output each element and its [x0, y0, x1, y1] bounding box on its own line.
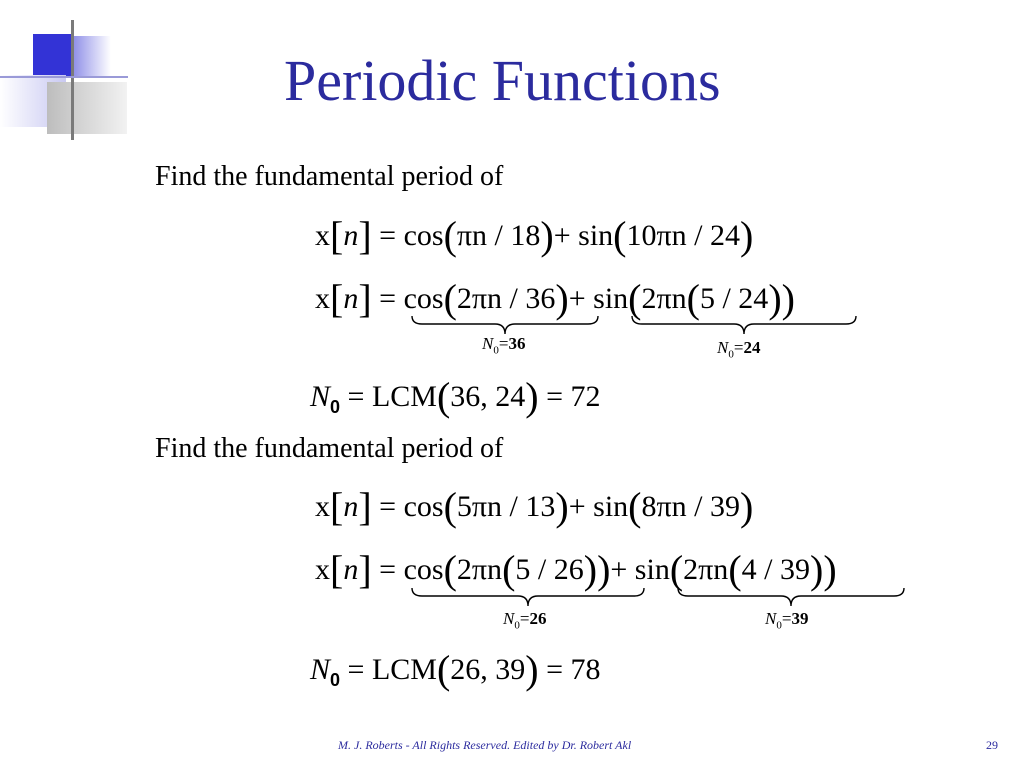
paren-close: ) [597, 547, 611, 592]
paren-close: ) [739, 484, 754, 529]
deco-square-gray [47, 82, 127, 134]
n0-symbol: N [503, 609, 515, 628]
brace-label-2a [503, 610, 546, 631]
paren-open: ( [669, 547, 684, 592]
paren-open: ( [443, 276, 457, 321]
eq-var: n [343, 490, 359, 523]
eq-var: n [343, 219, 359, 252]
paren-open: ( [436, 374, 451, 419]
paren-open: ( [628, 484, 642, 529]
paren-open: ( [436, 647, 451, 692]
eq-cos: = cos [379, 553, 444, 586]
bracket-open: [ [330, 484, 344, 529]
deco-vertical-line [71, 20, 74, 140]
n0-symbol: N [765, 609, 777, 628]
n0-sub: 0 [493, 344, 499, 357]
n0-symbol: N [717, 338, 729, 357]
equals: = [733, 338, 744, 357]
underbrace-2b [676, 586, 906, 608]
problem-1-lcm [310, 374, 601, 419]
paren-open: ( [686, 276, 700, 321]
n0-sub: 0 [330, 670, 341, 690]
paren-open: ( [628, 276, 642, 321]
problem-1-equation-2 [315, 276, 795, 321]
page-title: Periodic Functions [284, 48, 721, 113]
n0-sub: 0 [330, 397, 341, 417]
bracket-open: [ [330, 547, 344, 592]
lcm-args: 26, 39 [450, 653, 526, 686]
eq-arg: πn / 18 [456, 219, 541, 252]
paren-close: ) [781, 276, 795, 321]
eq-sin: + sin [568, 282, 629, 315]
brace-label-2b [765, 610, 808, 631]
paren-close: ) [525, 647, 539, 692]
bracket-close: ] [358, 276, 372, 321]
paren-close: ) [555, 276, 569, 321]
equals: = [498, 334, 509, 353]
problem-2-lcm [310, 647, 601, 692]
paren-close: ) [768, 276, 782, 321]
eq-sin: + sin [553, 219, 614, 252]
problem-2-prompt: Find the fundamental period of [155, 433, 504, 464]
deco-square-gradient [73, 36, 111, 78]
paren-close: ) [583, 547, 598, 592]
n0-sub: 0 [514, 619, 520, 632]
eq-sin: + sin [610, 553, 670, 586]
bracket-close: ] [358, 213, 372, 258]
bracket-close: ] [358, 484, 372, 529]
problem-1-equation-1 [315, 213, 754, 258]
underbrace-2a [410, 586, 646, 608]
paren-close: ) [540, 213, 554, 258]
eq-var: n [343, 282, 359, 315]
eq-arg: 2πn / 36 [456, 282, 556, 315]
paren-open: ( [443, 484, 457, 529]
paren-open: ( [443, 213, 457, 258]
eq-arg: 2πn [456, 553, 503, 586]
eq-arg: 10πn / 24 [626, 219, 740, 252]
paren-open: ( [728, 547, 742, 592]
lcm-result: = 78 [546, 653, 601, 686]
eq-arg: 2πn [641, 282, 687, 315]
page-number: 29 [986, 738, 998, 752]
paren-open: ( [443, 547, 457, 592]
period-value: 24 [743, 338, 761, 357]
corner-decoration [0, 0, 130, 145]
paren-close: ) [555, 484, 569, 529]
period-value: 36 [508, 334, 526, 353]
eq-arg: 5 / 26 [515, 553, 584, 586]
n0-symbol: N [310, 380, 331, 413]
paren-open: ( [613, 213, 627, 258]
brace-label-1a [482, 335, 525, 356]
problem-1-prompt: Find the fundamental period of [155, 161, 504, 192]
lcm-label: = LCM [347, 380, 437, 413]
equals: = [781, 609, 792, 628]
eq-cos: = cos [379, 282, 444, 315]
lcm-result: = 72 [546, 380, 601, 413]
eq-lhs: x [315, 553, 330, 586]
eq-arg: 5πn / 13 [456, 490, 556, 523]
eq-lhs: x [315, 219, 330, 252]
eq-lhs: x [315, 490, 330, 523]
underbrace-1a [410, 314, 600, 336]
paren-close: ) [823, 547, 837, 592]
deco-square-blue [33, 34, 73, 76]
eq-lhs: x [315, 282, 330, 315]
eq-arg: 8πn / 39 [641, 490, 740, 523]
bracket-open: [ [330, 213, 344, 258]
brace-label-1b [717, 339, 760, 360]
eq-cos: = cos [379, 219, 444, 252]
equals: = [519, 609, 530, 628]
footer-credit: M. J. Roberts - All Rights Reserved. Edited by Dr. Robert Akl [338, 738, 632, 752]
paren-open: ( [502, 547, 516, 592]
n0-sub: 0 [728, 348, 734, 361]
eq-arg: 5 / 24 [699, 282, 769, 315]
deco-horizontal-line [0, 76, 128, 78]
paren-close: ) [809, 547, 824, 592]
period-value: 39 [791, 609, 809, 628]
problem-2-equation-2 [315, 547, 837, 592]
eq-arg: 2πn [683, 553, 729, 586]
n0-symbol: N [310, 653, 331, 686]
eq-cos: = cos [379, 490, 444, 523]
eq-arg: 4 / 39 [741, 553, 810, 586]
n0-sub: 0 [776, 619, 782, 632]
lcm-args: 36, 24 [450, 380, 526, 413]
period-value: 26 [529, 609, 547, 628]
bracket-close: ] [358, 547, 372, 592]
paren-close: ) [525, 374, 539, 419]
problem-2-equation-1 [315, 484, 754, 529]
eq-sin: + sin [568, 490, 629, 523]
lcm-label: = LCM [347, 653, 437, 686]
eq-var: n [343, 553, 359, 586]
n0-symbol: N [482, 334, 494, 353]
paren-close: ) [739, 213, 754, 258]
underbrace-1b [630, 314, 858, 336]
bracket-open: [ [330, 276, 344, 321]
